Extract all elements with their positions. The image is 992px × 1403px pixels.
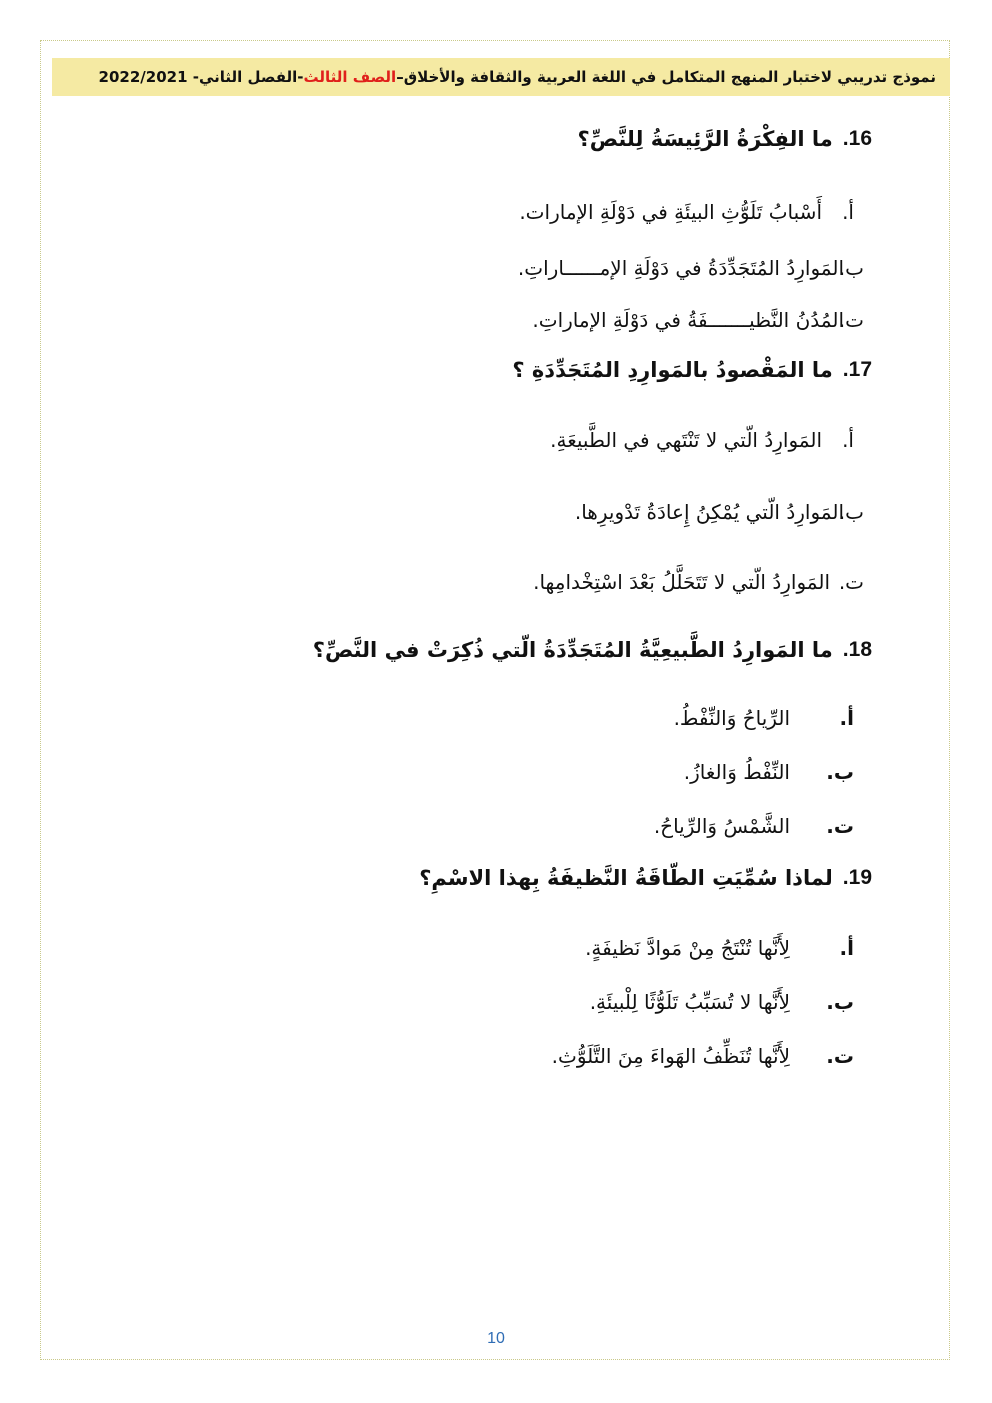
question-19-option-b[interactable] (590, 990, 854, 1014)
question-text: ما المَوارِدُ الطَّبيعِيَّةُ المُتَجَدِّدَةُ الّتي ذُكِرَتْ في النَّصِّ؟ (312, 638, 833, 662)
option-text: لِأَنَّها تُنْتَجُ مِنْ مَوادَّ نَظيفَةٍ. (585, 936, 790, 960)
question-19-option-a[interactable] (585, 936, 854, 960)
header-term-year: -الفصل الثاني- 2022/2021 (98, 68, 304, 86)
header-grade: الصف الثالث (303, 68, 397, 86)
option-text: لِأَنَّها تُنَظِّفُ الهَواءَ مِنَ التَّلَوُّثِ. (551, 1044, 790, 1068)
question-number: 16. (842, 127, 872, 150)
option-letter: ب. (826, 990, 854, 1014)
question-17-option-b[interactable] (575, 500, 864, 524)
question-18 (313, 638, 872, 662)
option-text: لِأَنَّها لا تُسَبِّبُ تَلَوُّثًا لِلْبيئَةِ. (589, 990, 790, 1014)
question-17 (512, 358, 872, 382)
question-19-option-c[interactable] (552, 1044, 854, 1068)
option-letter: ب. (838, 256, 864, 280)
header-title-part1: نموذج تدريبي لاختبار المنهج المتكامل في اللغة العربية والثقافة والأخلاق– (396, 68, 936, 86)
option-letter: ب. (838, 500, 864, 524)
option-letter: أ. (842, 428, 854, 452)
question-16-option-c[interactable] (532, 308, 864, 332)
question-18-option-c[interactable] (654, 814, 854, 838)
option-text: النِّفْطُ وَالغازُ. (683, 760, 790, 784)
option-text: الرِّياحُ وَالنِّفْطُ. (673, 706, 790, 730)
option-text: المَوارِدُ الّتي لا تَتَحَلَّلُ بَعْدَ اسْتِخْدامِها. (533, 570, 830, 594)
option-letter: ت. (838, 570, 864, 594)
option-letter: ب. (826, 760, 854, 784)
question-text: ما المَقْصودُ بالمَوارِدِ المُتَجَدِّدَةِ ؟ (512, 358, 833, 382)
question-17-option-c[interactable] (533, 570, 864, 594)
page-number: 10 (487, 1330, 505, 1347)
option-letter: أ. (839, 936, 854, 960)
option-text: المَوارِدُ الّتي يُمْكِنُ إِعادَةُ تَدْويرِها. (574, 500, 844, 524)
option-letter: ت. (826, 1044, 854, 1068)
option-letter: ت. (826, 814, 854, 838)
option-text: المُدُنُ النَّظيـــــــفَةُ في دَوْلَةِ الإماراتِ. (532, 308, 844, 332)
question-16-option-a[interactable] (519, 200, 854, 224)
question-number: 18. (842, 638, 872, 661)
question-text: ما الفِكْرَةُ الرَّئِيسَةُ لِلنَّصِّ؟ (577, 127, 833, 151)
question-17-option-a[interactable] (550, 428, 854, 452)
option-letter: أ. (842, 200, 854, 224)
option-text: أَسْبابُ تَلَوُّثِ البيئَةِ في دَوْلَةِ الإمارات. (519, 200, 822, 224)
option-letter: أ. (839, 706, 854, 730)
question-16-option-b[interactable] (518, 256, 864, 280)
question-18-option-a[interactable] (674, 706, 854, 730)
question-number: 17. (842, 358, 872, 381)
question-16 (578, 127, 872, 151)
option-text: الشَّمْسُ وَالرِّياحُ. (653, 814, 790, 838)
question-number: 19. (842, 866, 872, 889)
question-18-option-b[interactable] (684, 760, 854, 784)
option-text: المَوارِدُ المُتَجَدِّدَةُ في دَوْلَةِ الإمــــــاراتِ. (517, 256, 844, 280)
option-text: المَوارِدُ الّتي لا تَنْتَهي في الطَّبيعَةِ. (550, 428, 822, 452)
option-letter: ت. (838, 308, 864, 332)
question-text: لماذا سُمِّيَتِ الطّاقَةُ النَّظيفَةُ بِهذا الاسْمِ؟ (419, 866, 833, 890)
question-19 (419, 866, 872, 890)
